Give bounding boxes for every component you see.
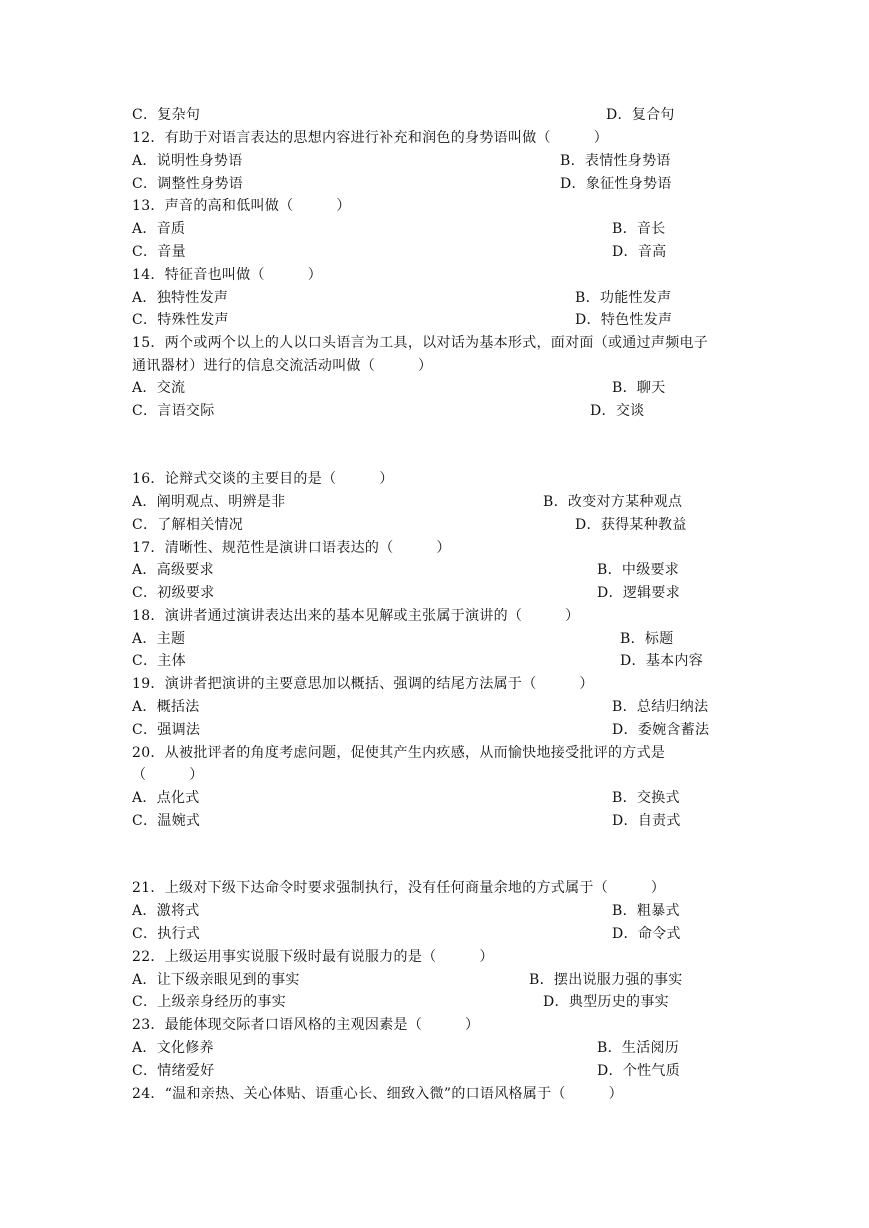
text-line: A．点化式 — [132, 790, 200, 806]
text-line: B．标题 — [620, 631, 674, 647]
text-line: A．音质 — [132, 221, 186, 237]
text-line: A．高级要求 — [132, 562, 214, 578]
text-line: D．复合句 — [606, 107, 675, 123]
text-line: C．复杂句 — [132, 107, 201, 123]
text-line: A．主题 — [132, 631, 186, 647]
text-line: A．独特性发声 — [132, 290, 229, 306]
text-line: B．生活阅历 — [597, 1040, 680, 1056]
text-line: C．音量 — [132, 244, 186, 260]
text-line: （ ） — [132, 767, 204, 783]
text-line: C．温婉式 — [132, 813, 201, 829]
text-line: D．基本内容 — [620, 653, 704, 669]
text-line: 17．清晰性、规范性是演讲口语表达的（ ） — [132, 540, 451, 556]
text-line: C．执行式 — [132, 926, 201, 942]
text-line: D．特色性发声 — [575, 312, 673, 328]
text-line: B．总结归纳法 — [612, 699, 709, 715]
text-line: B．摆出说服力强的事实 — [529, 972, 683, 988]
text-line: B．音长 — [612, 221, 666, 237]
text-line: 16．论辩式交谈的主要目的是（ ） — [132, 471, 394, 487]
text-line: C．言语交际 — [132, 403, 215, 419]
text-line: 18．演讲者通过演讲表达出来的基本见解或主张属于演讲的（ ） — [132, 608, 580, 624]
text-line: D．个性气质 — [597, 1063, 681, 1079]
text-line: C．强调法 — [132, 722, 201, 738]
text-line: 20．从被批评者的角度考虑问题，促使其产生内疚感，从而愉快地接受批评的方式是 — [132, 745, 666, 761]
text-line: C．调整性身势语 — [132, 176, 244, 192]
text-line: C．特殊性发声 — [132, 312, 229, 328]
text-line: 通讯器材）进行的信息交流活动叫做（ ） — [132, 358, 433, 374]
text-line: C．了解相关情况 — [132, 517, 244, 533]
text-line: B．表情性身势语 — [560, 153, 671, 169]
text-line: D．音高 — [612, 244, 667, 260]
text-line: C．上级亲身经历的事实 — [132, 994, 287, 1010]
text-line: A．文化修养 — [132, 1040, 214, 1056]
text-line: B．功能性发声 — [575, 290, 672, 306]
text-line: D．象征性身势语 — [560, 176, 672, 192]
text-line: 21．上级对下级下达命令时要求强制执行，没有任何商量余地的方式属于（ ） — [132, 880, 666, 896]
text-line: C．情绪爱好 — [132, 1063, 215, 1079]
text-line: B．中级要求 — [597, 562, 680, 578]
text-line: 24．“温和亲热、关心体贴、语重心长、细致入微”的口语风格属于（ ） — [132, 1086, 623, 1102]
text-line: D．获得某种教益 — [575, 517, 687, 533]
text-line: 19．演讲者把演讲的主要意思加以概括、强调的结尾方法属于（ ） — [132, 676, 594, 692]
text-line: 22．上级运用事实说服下级时最有说服力的是（ ） — [132, 949, 494, 965]
text-line: D．委婉含蓄法 — [612, 722, 710, 738]
text-line: A．让下级亲眼见到的事实 — [132, 972, 300, 988]
text-line: B．改变对方某种观点 — [543, 494, 683, 510]
text-line: C．初级要求 — [132, 585, 215, 601]
text-line: A．阐明观点、明辨是非 — [132, 494, 286, 510]
text-line: A．交流 — [132, 380, 186, 396]
text-line: A．激将式 — [132, 903, 200, 919]
text-line: C．主体 — [132, 653, 186, 669]
text-line: D．命令式 — [612, 926, 681, 942]
text-line: 14．特征音也叫做（ ） — [132, 267, 323, 283]
text-line: 13．声音的高和低叫做（ ） — [132, 198, 351, 214]
text-line: B．聊天 — [612, 380, 666, 396]
text-line: A．概括法 — [132, 699, 200, 715]
text-line: 15．两个或两个以上的人以口头语言为工具，以对话为基本形式，面对面（或通过声频电子 — [132, 335, 709, 351]
text-line: A．说明性身势语 — [132, 153, 243, 169]
text-line: B．交换式 — [612, 790, 680, 806]
text-line: D．逻辑要求 — [597, 585, 681, 601]
text-line: 12．有助于对语言表达的思想内容进行补充和润色的身势语叫做（ ） — [132, 130, 609, 146]
text-line: D．自责式 — [612, 813, 681, 829]
text-line: D．交谈 — [590, 403, 645, 419]
text-line: 23．最能体现交际者口语风格的主观因素是（ ） — [132, 1017, 480, 1033]
text-line: B．粗暴式 — [612, 903, 680, 919]
text-line: D．典型历史的事实 — [543, 994, 669, 1010]
